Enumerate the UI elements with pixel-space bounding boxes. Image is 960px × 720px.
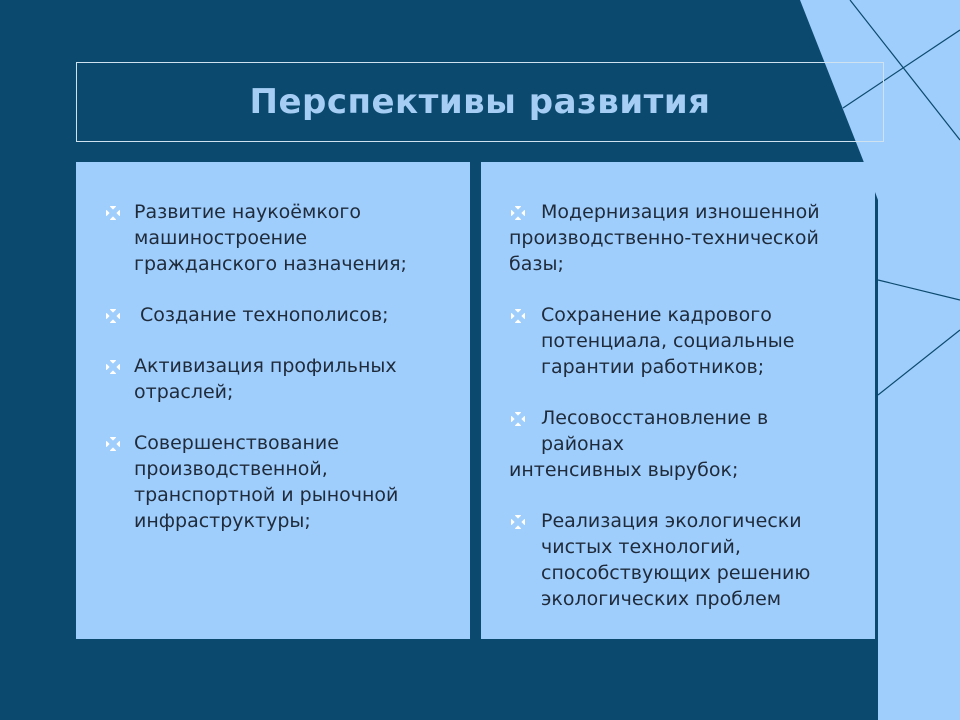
list-item (509, 302, 855, 380)
title-box (76, 62, 884, 142)
bullet-text-line: гражданского назначения; (134, 253, 407, 275)
bullet-text-line: Модернизация изношенной (541, 201, 820, 223)
bullet-text-line: Создание технополисов; (134, 304, 389, 326)
page-title: Перспективы развития (249, 82, 711, 122)
left-bullet-list (104, 199, 450, 534)
list-item (509, 199, 855, 277)
bullet-text-line: производственно-технической (509, 227, 819, 249)
bullet-text-line: способствующих решению (541, 562, 811, 584)
diamond-bullet-icon (106, 309, 120, 323)
bullet-text-line: интенсивных вырубок; (509, 459, 739, 481)
list-item (104, 199, 450, 277)
bullet-text-line: потенциала, социальные (541, 330, 795, 352)
diamond-bullet-icon (106, 437, 120, 451)
list-item (509, 508, 855, 612)
diamond-bullet-icon (511, 515, 525, 529)
bullet-text-line: машиностроение (134, 227, 308, 249)
bullet-text-line: Сохранение кадрового (541, 304, 772, 326)
diamond-bullet-icon (106, 206, 120, 220)
left-panel (76, 162, 470, 639)
bullet-text-line: чистых технологий, (541, 536, 741, 558)
bullet-text-line: транспортной и рыночной (134, 484, 399, 506)
bullet-text-line: Развитие наукоёмкого (134, 201, 362, 223)
list-item (104, 302, 450, 328)
diamond-bullet-icon (511, 412, 525, 426)
bullet-text-line: базы; (509, 253, 564, 275)
bullet-text-line: отраслей; (134, 381, 234, 403)
bullet-text-line: экологических проблем (541, 588, 782, 610)
bullet-text-line: Активизация профильных (134, 355, 397, 377)
right-bullet-list (509, 199, 855, 612)
list-item (104, 353, 450, 405)
bullet-text-line: производственной, (134, 458, 328, 480)
bullet-text-line: Лесовосстановление в (541, 407, 769, 429)
bullet-text-line: Реализация экологически (541, 510, 802, 532)
diamond-bullet-icon (106, 360, 120, 374)
right-panel (481, 162, 875, 639)
bullet-text-line: гарантии работников; (541, 356, 765, 378)
diamond-bullet-icon (511, 309, 525, 323)
bullet-text-line: районах (541, 433, 624, 455)
bullet-text-line: инфраструктуры; (134, 510, 311, 532)
diamond-bullet-icon (511, 206, 525, 220)
list-item (104, 430, 450, 534)
list-item (509, 405, 855, 483)
bullet-text-line: Совершенствование (134, 432, 339, 454)
